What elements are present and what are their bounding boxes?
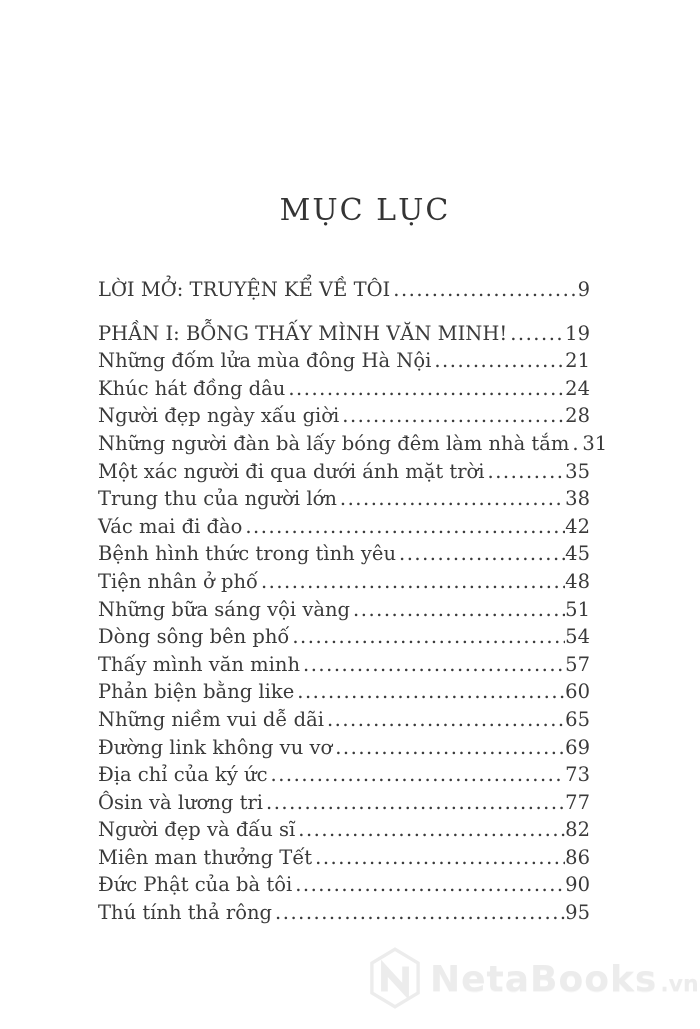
toc-entry-title: LỜI MỞ: TRUYỆN KỂ VỀ TÔI bbox=[98, 278, 391, 301]
toc-dot-leader bbox=[399, 540, 565, 568]
netabooks-wordmark bbox=[430, 959, 699, 1000]
toc-dot-leader bbox=[572, 430, 582, 458]
toc-entry-page: 90 bbox=[565, 873, 590, 897]
toc-entry-page: 54 bbox=[565, 625, 590, 649]
toc-entry-title: Ôsin và lương tri bbox=[98, 790, 263, 814]
toc-entry-title: Khúc hát đồng dâu bbox=[98, 376, 286, 400]
toc-entry bbox=[98, 678, 590, 706]
toc-dot-leader bbox=[434, 347, 565, 375]
toc-entry bbox=[98, 320, 590, 348]
toc-entry-title: Đức Phật của bà tôi bbox=[98, 873, 293, 897]
toc-entry bbox=[98, 623, 590, 651]
toc-entry bbox=[98, 375, 590, 403]
toc-entry bbox=[98, 276, 590, 304]
toc-entry-title: Miên man thưởng Tết bbox=[98, 845, 313, 869]
toc-dot-leader bbox=[303, 651, 565, 679]
page-title: MỤC LỤC bbox=[279, 193, 451, 228]
toc-dot-leader bbox=[275, 899, 565, 927]
toc-entry-title: Người đẹp và đấu sĩ bbox=[98, 818, 296, 842]
toc-dot-leader bbox=[297, 678, 565, 706]
toc-entry-page: 38 bbox=[565, 487, 590, 511]
toc-entry bbox=[98, 513, 590, 541]
toc-entry-title: Trung thu của người lớn bbox=[98, 487, 337, 511]
toc-entry-page: 35 bbox=[565, 459, 590, 483]
netabooks-hexagon-logo-icon bbox=[370, 947, 420, 1013]
toc-entry bbox=[98, 458, 590, 486]
toc-entry-title: Bệnh hình thức trong tình yêu bbox=[98, 542, 397, 566]
toc-entry-title: Địa chỉ của ký ức bbox=[98, 763, 268, 787]
toc-entry-page: 69 bbox=[565, 735, 590, 759]
toc-entry-title: Thấy mình văn minh bbox=[98, 652, 301, 676]
toc-entry-title: Dòng sông bên phố bbox=[98, 625, 290, 649]
toc-entry-title: Thú tính thả rông bbox=[98, 901, 273, 925]
toc-entry-title: Đường link không vu vơ bbox=[98, 735, 333, 759]
toc-dot-leader bbox=[510, 320, 565, 348]
netabooks-tld-text: .vn bbox=[660, 972, 699, 997]
toc-entry-page: 21 bbox=[565, 349, 590, 373]
toc-entry bbox=[98, 651, 590, 679]
toc-entry-title: Vác mai đi đào bbox=[98, 514, 243, 538]
toc-entry-page: 28 bbox=[565, 404, 590, 428]
toc-entry-page: 57 bbox=[565, 652, 590, 676]
toc-entry-page: 19 bbox=[565, 321, 590, 345]
toc-entry-page: 42 bbox=[565, 514, 590, 538]
toc-entry bbox=[98, 568, 590, 596]
toc-entry-title: Tiện nhân ở phố bbox=[98, 569, 258, 593]
netabooks-watermark bbox=[370, 947, 699, 1013]
toc-entry bbox=[98, 899, 590, 927]
toc-entry bbox=[98, 485, 590, 513]
toc-dot-leader bbox=[327, 706, 565, 734]
toc-entry bbox=[98, 402, 590, 430]
toc-dot-leader bbox=[315, 844, 565, 872]
toc-dot-leader bbox=[298, 816, 565, 844]
toc-entry-page: 48 bbox=[565, 569, 590, 593]
toc-entry-page: 77 bbox=[565, 790, 590, 814]
toc-entry bbox=[98, 540, 590, 568]
toc-dot-leader bbox=[261, 568, 565, 596]
toc-entry-title: Người đẹp ngày xấu giời bbox=[98, 404, 340, 428]
toc-entry-page: 60 bbox=[565, 680, 590, 704]
toc-entry bbox=[98, 844, 590, 872]
toc-dot-leader bbox=[245, 513, 565, 541]
toc-entry-title: Phản biện bằng like bbox=[98, 680, 295, 704]
toc-entry-title: Những bữa sáng vội vàng bbox=[98, 597, 351, 621]
toc-entry-page: 86 bbox=[565, 845, 590, 869]
toc-entry bbox=[98, 761, 590, 789]
toc-entry-title: Những niềm vui dễ dãi bbox=[98, 707, 324, 731]
toc-dot-leader bbox=[288, 375, 565, 403]
toc-entry bbox=[98, 596, 590, 624]
toc-entry-title: Những đốm lửa mùa đông Hà Nội bbox=[98, 349, 432, 373]
toc-entry-page: 65 bbox=[565, 707, 590, 731]
toc-entry-page: 95 bbox=[565, 901, 590, 925]
toc-dot-leader bbox=[488, 458, 566, 486]
toc-entry-title: PHẦN I: BỖNG THẤY MÌNH VĂN MINH! bbox=[98, 321, 508, 345]
toc-entry-page: 51 bbox=[565, 597, 590, 621]
toc-entry bbox=[98, 430, 608, 458]
toc-dot-leader bbox=[271, 761, 566, 789]
toc-entry bbox=[98, 789, 590, 817]
toc-entry-page: 45 bbox=[565, 542, 590, 566]
toc-dot-leader bbox=[295, 871, 565, 899]
toc-entry-page: 82 bbox=[565, 818, 590, 842]
toc-entry-page: 24 bbox=[565, 376, 590, 400]
toc-dot-leader bbox=[340, 485, 565, 513]
toc-entry bbox=[98, 871, 590, 899]
toc-entry bbox=[98, 816, 590, 844]
toc-entry bbox=[98, 347, 590, 375]
toc-entry bbox=[98, 734, 590, 762]
toc-list bbox=[98, 276, 608, 927]
toc-entry-title: Những người đàn bà lấy bóng đêm làm nhà tắm bbox=[98, 431, 570, 455]
toc-entry-page: 73 bbox=[565, 763, 590, 787]
netabooks-brand-text: NetaBooks bbox=[430, 959, 658, 1000]
toc-entry-page: 9 bbox=[577, 278, 590, 301]
toc-dot-leader bbox=[353, 596, 565, 624]
toc-dot-leader bbox=[342, 402, 565, 430]
toc-dot-leader bbox=[292, 623, 565, 651]
toc-entry bbox=[98, 706, 590, 734]
toc-entry-page: 31 bbox=[582, 431, 608, 455]
toc-dot-leader bbox=[393, 276, 577, 304]
toc-dot-leader bbox=[266, 789, 565, 817]
toc-dot-leader bbox=[335, 734, 565, 762]
toc-entry-title: Một xác người đi qua dưới ánh mặt trời bbox=[98, 459, 485, 483]
